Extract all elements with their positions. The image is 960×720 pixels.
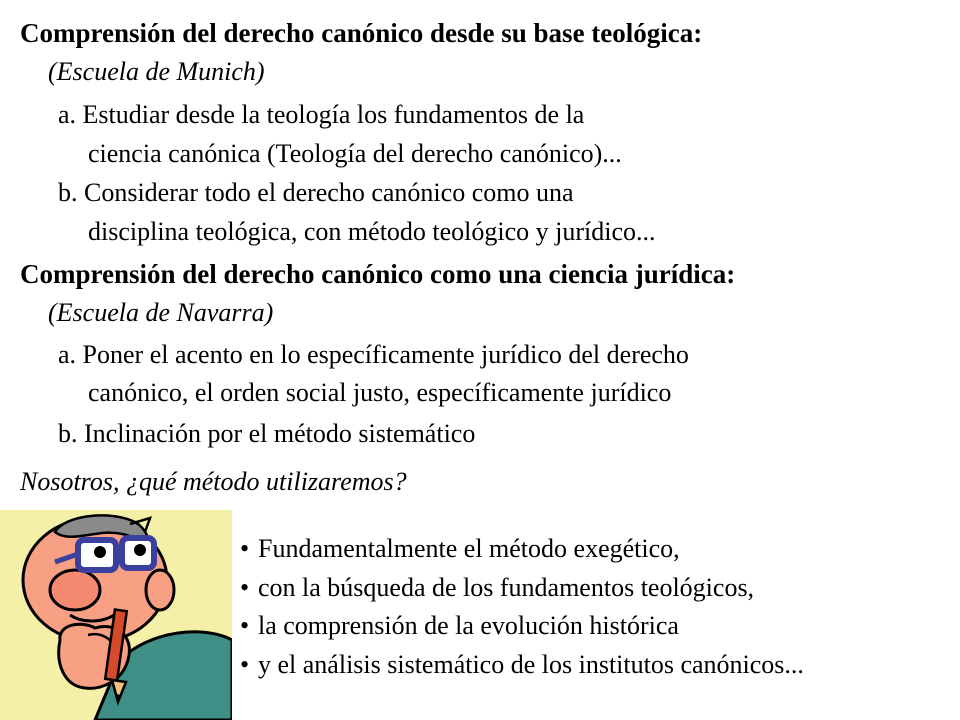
section1-item-a-line1: a. Estudiar desde la teología los fundamentos de la	[58, 100, 585, 129]
bullet-dot-icon: •	[240, 611, 250, 640]
section2-item-a-line1: a. Poner el acento en lo específicamente jurídico del derecho	[58, 340, 689, 369]
bullet-text: y el análisis sistemático de los institutos canónicos...	[258, 649, 804, 679]
thinking-man-illustration	[0, 510, 232, 720]
section2-item-b: b. Inclinación por el método sistemático	[58, 419, 476, 448]
section1-item-b-line1: b. Considerar todo el derecho canónico como una	[58, 178, 574, 207]
section1-heading: Comprensión del derecho canónico desde su base teológica:	[20, 18, 703, 48]
list-item	[240, 569, 804, 608]
section2-school: (Escuela de Navarra)	[48, 298, 274, 327]
method-bullet-list	[240, 530, 804, 684]
bullet-text: con la búsqueda de los fundamentos teológicos,	[258, 572, 755, 602]
list-item	[240, 646, 804, 685]
section2-heading: Comprensión del derecho canónico como una ciencia jurídica:	[20, 259, 736, 289]
bullet-text: la comprensión de la evolución histórica	[258, 611, 679, 640]
bullet-dot-icon: •	[240, 649, 250, 679]
section1-item-a-line2: ciencia canónica (Teología del derecho canónico)...	[88, 139, 622, 168]
bullet-dot-icon: •	[240, 572, 250, 602]
section1-school: (Escuela de Munich)	[48, 57, 265, 86]
bullet-text: Fundamentalmente el método exegético,	[258, 534, 680, 563]
section2-item-a-line2: canónico, el orden social justo, específicamente jurídico	[88, 378, 672, 407]
list-item	[240, 530, 804, 569]
bullet-dot-icon: •	[240, 534, 250, 563]
question-text: Nosotros, ¿qué método utilizaremos?	[20, 467, 407, 496]
section1-item-b-line2: disciplina teológica, con método teológico y jurídico...	[88, 217, 656, 246]
list-item	[240, 607, 804, 646]
